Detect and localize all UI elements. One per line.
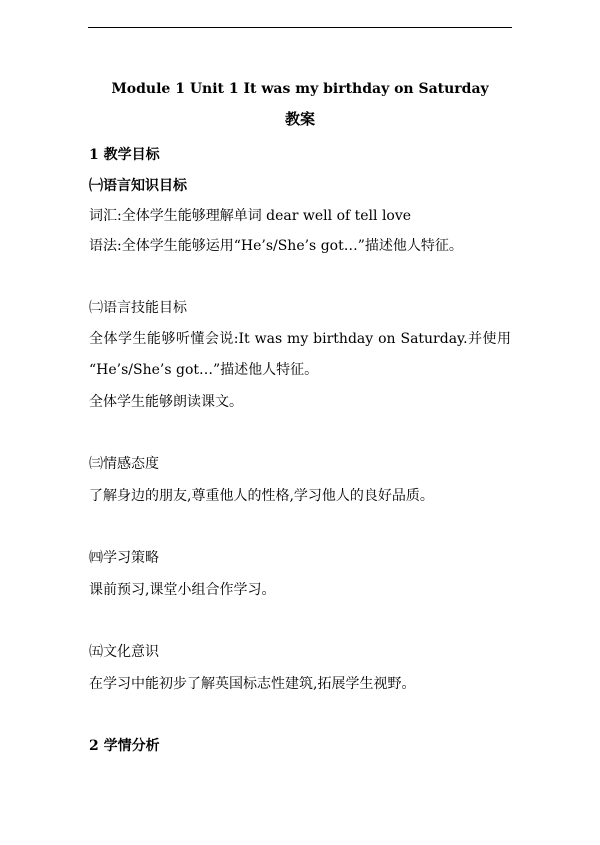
skills-line-2: “He’s/She’s got…”描述他人特征。 (89, 362, 319, 378)
subheading-language-skills: ㈡语言技能目标 (89, 300, 187, 316)
subheading-language-knowledge: ㈠语言知识目标 (89, 178, 187, 194)
document-title: Module 1 Unit 1 It was my birthday on Saturday (111, 81, 489, 97)
culture-line: 在学习中能初步了解英国标志性建筑,拓展学生视野。 (89, 676, 416, 692)
section-heading-objectives: 1 教学目标 (89, 147, 160, 163)
section-heading-learner-analysis: 2 学情分析 (89, 738, 160, 754)
grammar-line: 语法:全体学生能够运用“He’s/She’s got…”描述他人特征。 (89, 238, 463, 254)
skills-line-3: 全体学生能够朗读课文。 (89, 394, 243, 410)
subheading-attitude: ㈢情感态度 (89, 456, 159, 472)
subheading-learning-strategy: ㈣学习策略 (89, 550, 159, 566)
skills-line-1: 全体学生能够听懂会说:It was my birthday on Saturday.并使用 (89, 331, 511, 347)
document-subtitle: 教案 (284, 110, 315, 128)
strategy-line: 课前预习,课堂小组合作学习。 (89, 582, 276, 598)
subheading-culture: ㈤文化意识 (89, 644, 159, 660)
attitude-line: 了解身边的朋友,尊重他人的性格,学习他人的良好品质。 (89, 488, 434, 504)
header-rule (88, 27, 512, 28)
vocabulary-line: 词汇:全体学生能够理解单词 dear well of tell love (89, 208, 412, 224)
